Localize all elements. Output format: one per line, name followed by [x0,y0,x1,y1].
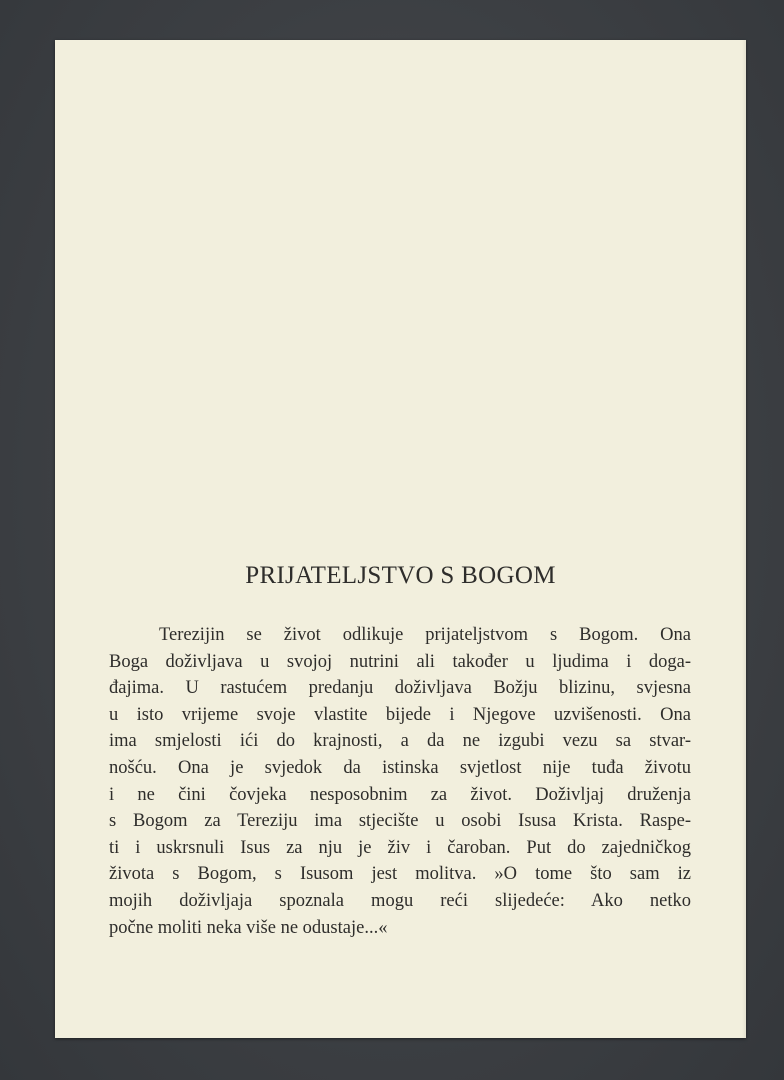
text-line: ima smjelosti ići do krajnosti, a da ne izgubi vezu sa stvar- [109,731,691,752]
text-line: počne moliti neka više ne odustaje...« [109,917,388,938]
text-line: mojih doživljaja spoznala mogu reći slijedeće: Ako netko [109,890,691,911]
text-line: Terezijin se život odlikuje prijateljstvom s Bogom. Ona [159,625,691,645]
text-line: ti i uskrsnuli Isus za nju je živ i čaroban. Put do zajedničkog [109,837,691,858]
page-title: PRIJATELJSTVO S BOGOM [245,562,556,589]
text-line: života s Bogom, s Isusom jest molitva. »O tome što sam iz [109,864,691,885]
text-line: đajima. U rastućem predanju doživljava Božju blizinu, svjesna [109,678,691,699]
text-line: u isto vrijeme svoje vlastite bijede i Njegove uzvišenosti. Ona [109,704,691,725]
text-line: nošću. Ona je svjedok da istinska svjetlost nije tuđa životu [109,757,691,778]
text-line: i ne čini čovjeka nesposobnim za život. Doživljaj druženja [109,784,691,805]
page-edge-shadow [742,40,746,1038]
text-line: Boga doživljava u svojoj nutrini ali također u ljudima i doga- [109,651,691,672]
document-page [55,40,746,1038]
text-line: s Bogom za Tereziju ima stjecište u osobi Isusa Krista. Raspe- [109,811,691,832]
body-paragraph [109,622,691,941]
